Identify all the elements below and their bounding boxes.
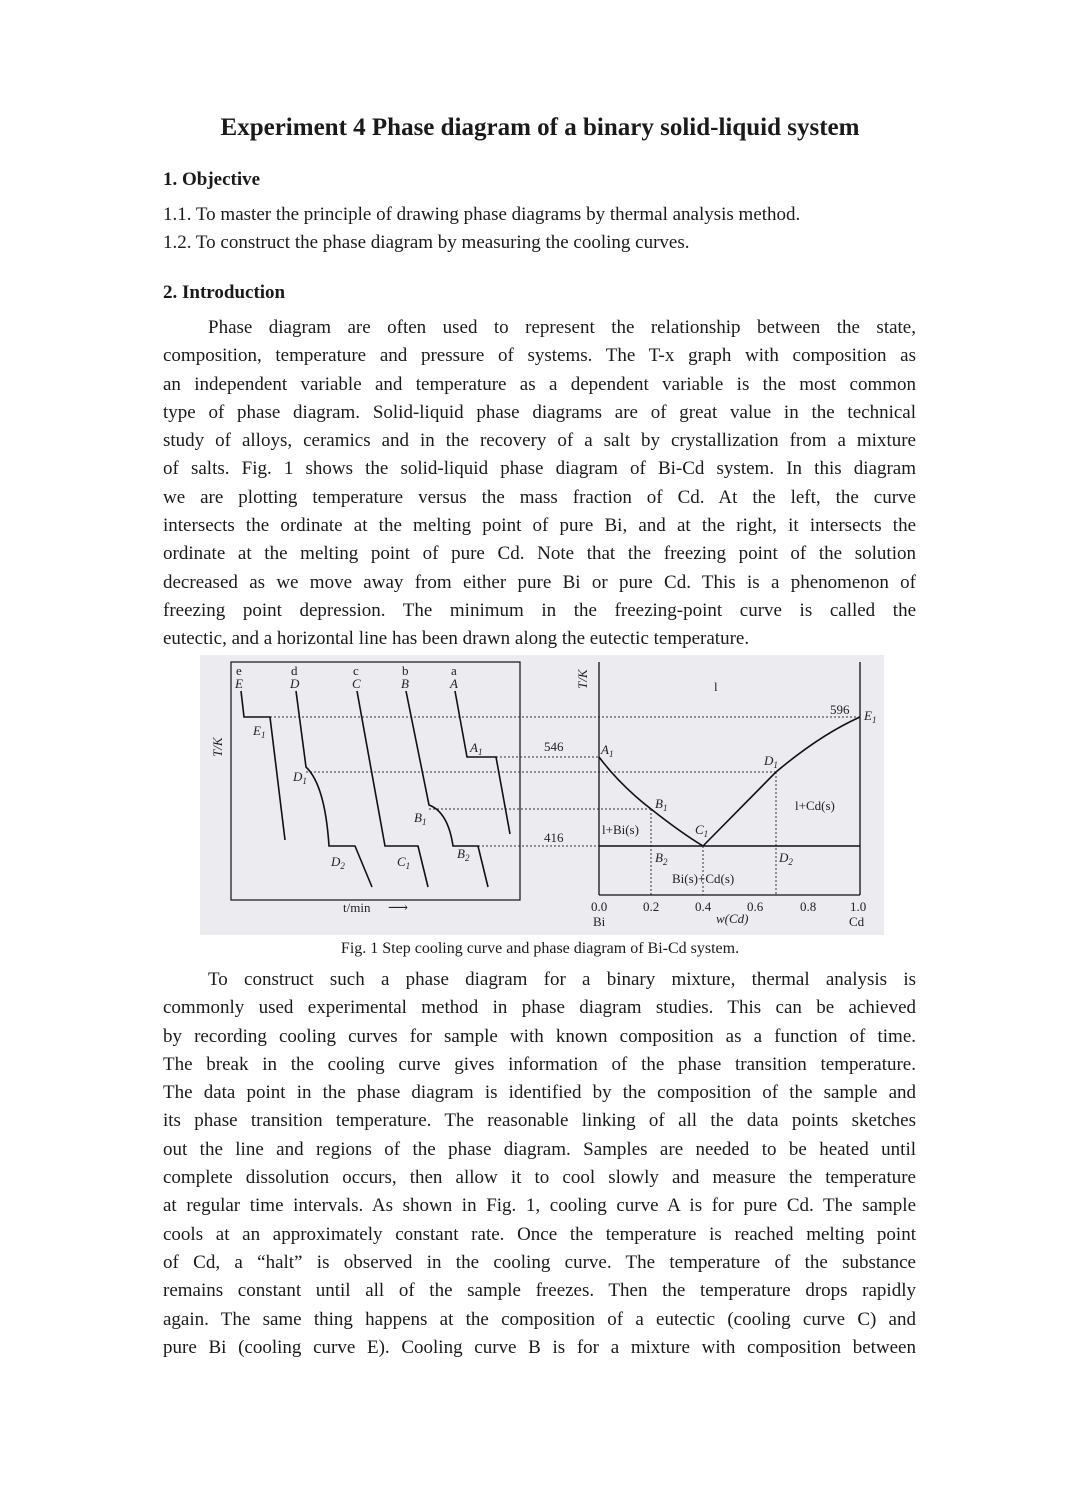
pd-point-B2: $B_2$ xyxy=(655,850,668,867)
region-solid: Bi(s)+Cd(s) xyxy=(672,871,735,886)
pd-point-D1: $D_1$ xyxy=(764,753,778,770)
x-tick: 0.8 xyxy=(800,899,817,914)
paragraph-line: ordinate at the melting point of pure Cd. Note that the freezing point of the solution xyxy=(163,543,916,565)
section-heading-introduction: 2. Introduction xyxy=(163,282,286,303)
curve-label-d: d xyxy=(291,663,298,678)
paragraph-line: pure Bi (cooling curve E). Cooling curve B is for a mixture with composition between xyxy=(163,1336,916,1358)
paragraph-line: complete dissolution occurs, then allow it to cool slowly and measure the temperature xyxy=(163,1167,916,1189)
curve-label-b: b xyxy=(402,663,409,678)
paragraph-line: remains constant until all of the sample freezes. Then the temperature drops rapidly xyxy=(163,1280,916,1302)
paragraph-line: an independent variable and temperature as a dependent variable is the most common xyxy=(163,373,916,395)
curve-label-A: A xyxy=(450,676,458,691)
phase-y-axis-label: T/K xyxy=(575,669,590,689)
x-end-label-bi: Bi xyxy=(593,914,606,929)
paragraph-line: at regular time intervals. As shown in Fig. 1, cooling curve A is for pure Cd. The sample xyxy=(163,1195,916,1217)
curve-label-D: D xyxy=(290,676,300,691)
objective-item: 1.2. To construct the phase diagram by measuring the cooling curves. xyxy=(163,232,690,253)
point-E1: $E_1$ xyxy=(253,723,266,740)
cooling-y-axis-label: T/K xyxy=(210,737,225,757)
paragraph-line: we are plotting temperature versus the mass fraction of Cd. At the left, the curve xyxy=(163,486,916,508)
paragraph-line: by recording cooling curves for sample with known composition as a function of time. xyxy=(163,1025,916,1047)
paragraph-line: of salts. Fig. 1 shows the solid-liquid phase diagram of Bi-Cd system. In this diagram xyxy=(163,458,916,480)
pd-point-C1: $C_1$ xyxy=(695,822,709,839)
region-l-cd: l+Cd(s) xyxy=(795,798,835,813)
figure-background xyxy=(200,655,884,935)
point-C1: $C_1$ xyxy=(397,854,411,871)
curve-label-B: B xyxy=(401,676,409,691)
paragraph-line: of Cd, a “halt” is observed in the cooling curve. The temperature of the substance xyxy=(163,1251,916,1273)
point-B2: $B_2$ xyxy=(457,846,470,863)
pd-point-D2: $D_2$ xyxy=(779,850,793,867)
region-l-bi: l+Bi(s) xyxy=(602,822,639,837)
region-liquid: l xyxy=(714,679,718,694)
paragraph-line: its phase transition temperature. The reasonable linking of all the data points sketches xyxy=(163,1110,916,1132)
paragraph-line: eutectic, and a horizontal line has been drawn along the eutectic temperature. xyxy=(163,628,750,650)
curve-label-c: c xyxy=(353,663,359,678)
paragraph-line: out the line and regions of the phase diagram. Samples are needed to be heated until xyxy=(163,1138,916,1160)
temp-label-596: 596 xyxy=(830,702,850,717)
intro-paragraph-1 xyxy=(163,314,916,654)
arrow-right-icon: ⟶ xyxy=(388,901,409,916)
x-tick: 0.2 xyxy=(643,899,660,914)
curve-label-E: E xyxy=(235,676,243,691)
paragraph-line: type of phase diagram. Solid-liquid phase diagrams are of great value in the technical xyxy=(163,401,916,423)
paragraph-line: The data point in the phase diagram is identified by the composition of the sample and xyxy=(163,1082,916,1104)
paragraph-line: cools at an approximately constant rate. Once the temperature is reached melting point xyxy=(163,1223,916,1245)
curve-label-a: a xyxy=(451,663,457,678)
curve-label-e: e xyxy=(236,663,242,678)
cooling-x-axis-label: t/min xyxy=(343,900,371,915)
paragraph-line: intersects the ordinate at the melting point of pure Bi, and at the right, it intersects the xyxy=(163,515,916,537)
page-title: Experiment 4 Phase diagram of a binary solid-liquid system xyxy=(220,114,860,141)
x-tick: 1.0 xyxy=(850,899,867,914)
paragraph-line: commonly used experimental method in phase diagram studies. This can be achieved xyxy=(163,997,916,1019)
section-heading-objective: 1. Objective xyxy=(163,169,261,190)
paragraph-line: study of alloys, ceramics and in the recovery of a salt by crystallization from a mixture xyxy=(163,430,916,452)
x-end-label-cd: Cd xyxy=(849,914,865,929)
paragraph-line: composition, temperature and pressure of systems. The T-x graph with composition as xyxy=(163,345,916,367)
pd-point-A1: $A_1$ xyxy=(601,742,614,759)
pd-point-E1: $E_1$ xyxy=(864,708,877,725)
paragraph-line: decreased as we move away from either pure Bi or pure Cd. This is a phenomenon of xyxy=(163,571,916,593)
figure-cooling-curves-phase-diagram xyxy=(200,655,884,935)
objective-item: 1.1. To master the principle of drawing phase diagrams by thermal analysis method. xyxy=(163,204,801,225)
x-tick: 0.6 xyxy=(747,899,764,914)
figure-caption: Fig. 1 Step cooling curve and phase diagram of Bi-Cd system. xyxy=(340,940,740,957)
point-D1: $D_1$ xyxy=(293,769,307,786)
temp-label-546: 546 xyxy=(544,739,564,754)
phase-x-axis-label: w(Cd) xyxy=(716,911,749,926)
point-B1: $B_1$ xyxy=(414,810,427,827)
paragraph-line: The break in the cooling curve gives information of the phase transition temperature. xyxy=(163,1053,916,1075)
temp-label-416: 416 xyxy=(544,830,564,845)
x-tick: 0.0 xyxy=(591,899,608,914)
paragraph-line: Phase diagram are often used to represent the relationship between the state, xyxy=(208,317,916,338)
point-D2: $D_2$ xyxy=(331,854,345,871)
x-tick: 0.4 xyxy=(695,899,712,914)
intro-paragraph-2 xyxy=(163,966,916,1362)
curve-label-C: C xyxy=(352,676,361,691)
point-A1: $A_1$ xyxy=(470,740,483,757)
paragraph-line: freezing point depression. The minimum in the freezing-point curve is called the xyxy=(163,599,916,621)
paragraph-line: To construct such a phase diagram for a binary mixture, thermal analysis is xyxy=(208,969,916,990)
paragraph-line: again. The same thing happens at the composition of a eutectic (cooling curve C) and xyxy=(163,1308,916,1330)
pd-point-B1: $B_1$ xyxy=(655,796,668,813)
